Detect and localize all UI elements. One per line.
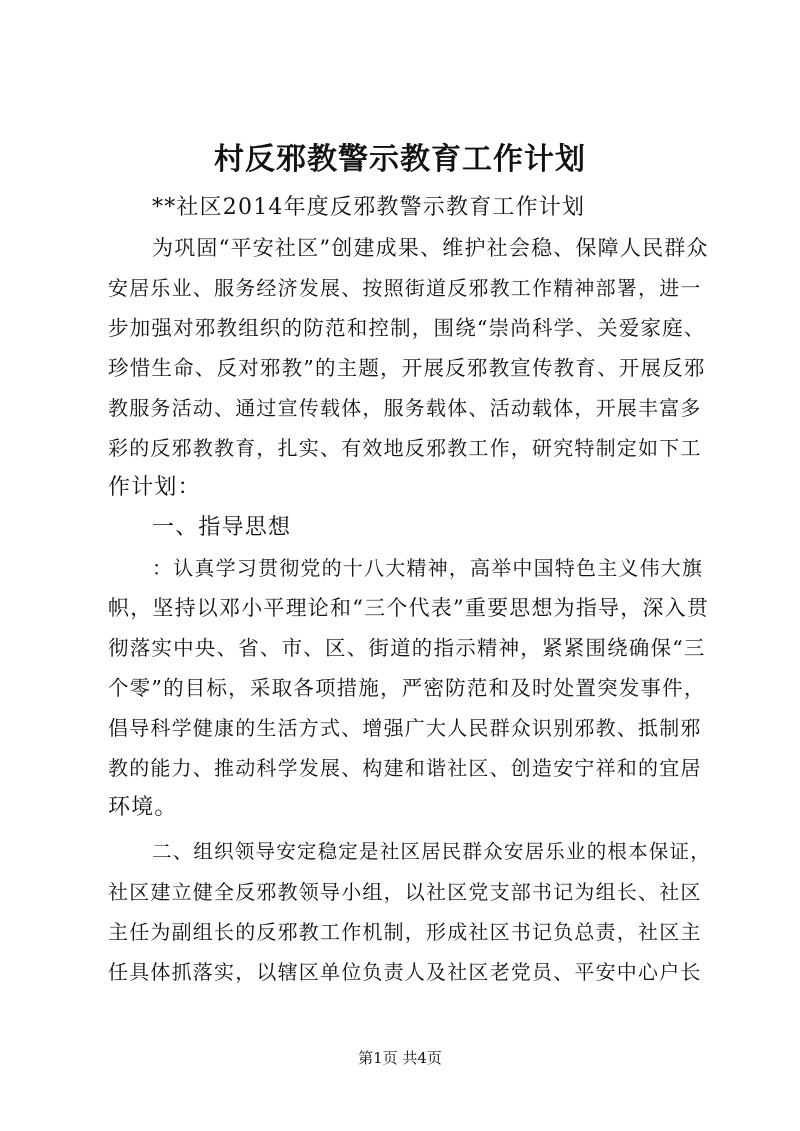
paragraph-line: 珍惜生命、反对邪教”的主题，开展反邪教宣传教育、开展反邪 <box>108 356 706 380</box>
paragraph-line: 社区建立健全反邪教领导小组，以社区党支部书记为组长、社区 <box>108 880 702 904</box>
subtitle-line: **社区2014年度反邪教警示教育工作计划 <box>152 195 586 220</box>
paragraph-line: 步加强对邪教组织的防范和控制，围绕“崇尚科学、关爱家庭、 <box>108 316 706 340</box>
paragraph-line: ：认真学习贯彻党的十八大精神，高举中国特色主义伟大旗 <box>152 556 704 580</box>
section-heading: 二、组织领导安定稳定是社区居民群众安居乐业的根本保证， <box>152 840 711 863</box>
paragraph-line: 彩的反邪教教育，扎实、有效地反邪教工作，研究特制定如下工 <box>108 436 702 460</box>
paragraph-line: 教的能力、推动科学发展、构建和谐社区、创造安宁祥和的宜居 <box>108 756 702 780</box>
document-title: 村反邪教警示教育工作计划 <box>214 142 586 177</box>
paragraph-line: 倡导科学健康的生活方式、增强广大人民群众识别邪教、抵制邪 <box>108 716 702 740</box>
paragraph-line: 教服务活动、通过宣传载体，服务载体、活动载体，开展丰富多 <box>108 396 702 420</box>
section-heading: 一、指导思想 <box>152 515 292 540</box>
paragraph-line: 主任为副组长的反邪教工作机制，形成社区书记负总责，社区主 <box>108 920 702 944</box>
paragraph-line: 作计划： <box>108 475 201 500</box>
paragraph-line: 安居乐业、服务经济发展、按照街道反邪教工作精神部署，进一 <box>108 276 702 300</box>
paragraph-line: 彻落实中央、省、市、区、街道的指示精神，紧紧围绕确保“三 <box>108 636 706 660</box>
paragraph-line: 帜，坚持以邓小平理论和“三个代表”重要思想为指导，深入贯 <box>108 596 710 620</box>
paragraph-line: 任具体抓落实，以辖区单位负责人及社区老党员、平安中心户长 <box>108 960 702 984</box>
paragraph-line: 为巩固“平安社区”创建成果、维护社会稳、保障人民群众 <box>152 236 709 260</box>
paragraph-line: 环境。 <box>108 795 178 820</box>
page-indicator: 第1页 共4页 <box>358 1049 442 1067</box>
paragraph-line: 个零”的目标，采取各项措施，严密防范和及时处置突发事件， <box>108 676 706 700</box>
